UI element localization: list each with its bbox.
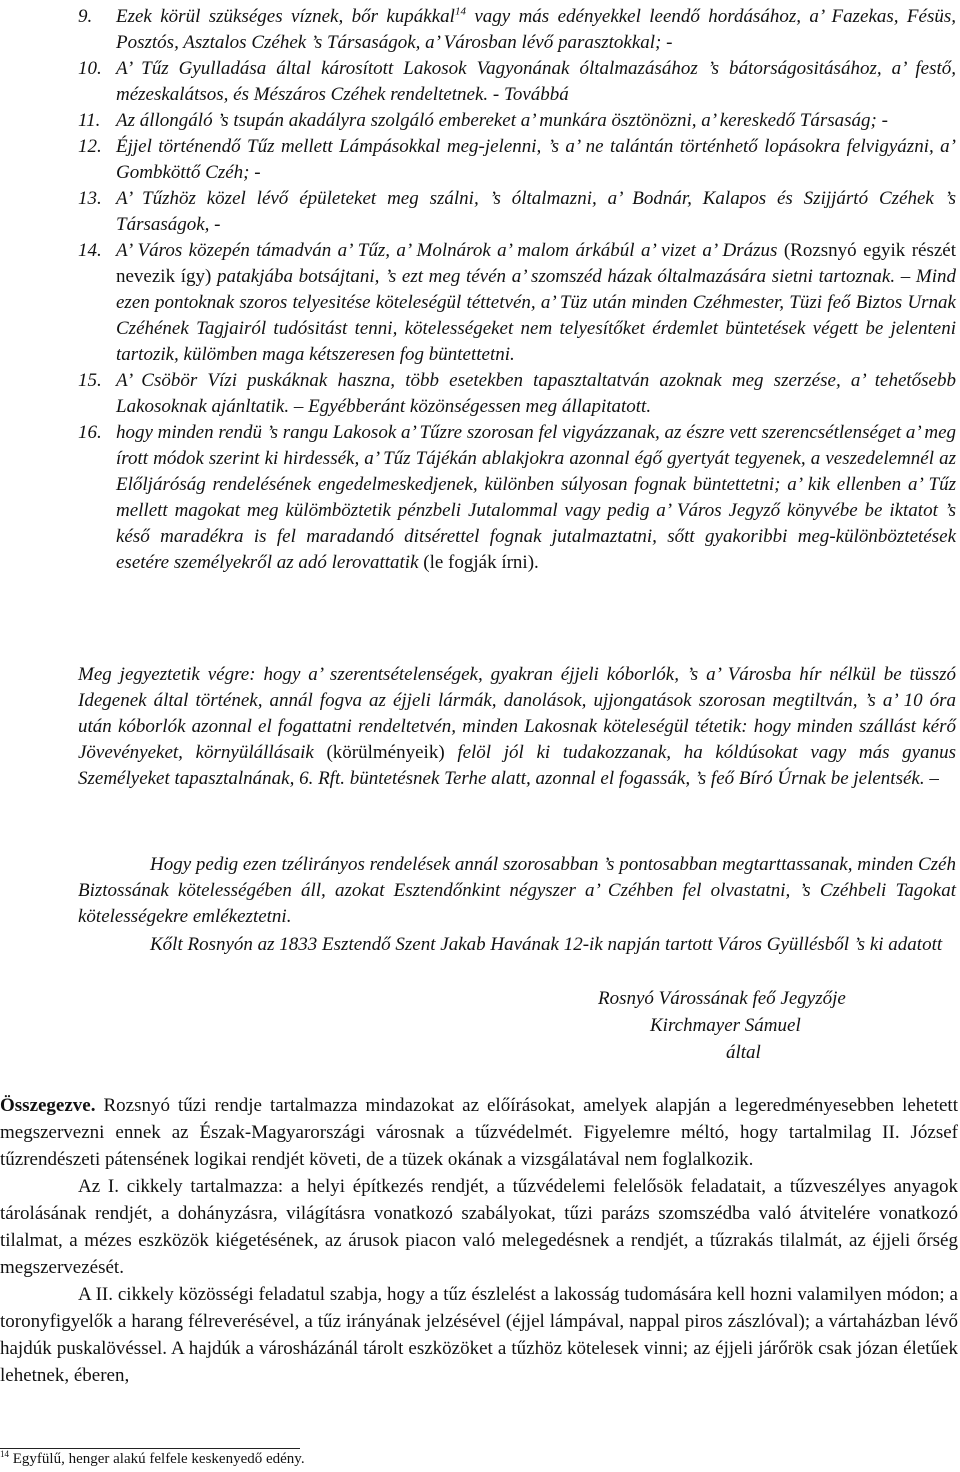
summary-section <box>0 1092 958 1389</box>
summary-paragraph: Az I. cikkely tartalmazza: a helyi építkezés rendjét, a tűzvédelemi felelősök feladatait, a tűzveszélyes anyagok tárolásának rendjét, a dohányzásra, világításra vonatkozó szabályokat, tűzi parázs szomszédba való átvitelére vonatkozó tilalmat, a mézes eszközök kiégetésének, az árusok piacon való melegedésnek a rendjét, a tűzrakás tilalmát, az éjjeli őrség megszervezését. <box>0 1176 958 1278</box>
footnote-ref: 14 <box>454 5 466 18</box>
note-paragraph: Meg jegyeztetik végre: hogy a’ szerentsételenségek, gyakran éjjeli kóborlók, ’s a’ Városba hír nélkül be tüsszó Idegenek által történek, annál fogva az éjjeli lármák, danolások, ujjongatások szorosan megtiltván, ’s a’ 10 óra után kóborlók azonnal el fogattatni rendeltetvén, minden Lakosnak köteleségül tétetik: hogy minden szállást kérő Jövevényeket, környülállásaik (körülményeik) felöl jól ki tudakozzanak, ha kóldúsokat vagy más gyanus Személyeket tapasztalnának, 6. Rft. büntetésnek Terhe alatt, azonnal el fogassák, ’s feő Bíró Úrnak be jelentsék. – <box>78 664 956 789</box>
item-number: 11. <box>78 110 101 131</box>
item-number: 14. <box>78 240 102 261</box>
dated-line: Kőlt Rosnyón az 1833 Esztendő Szent Jakab Havának 12-ik napján tartott Város Gyüllésből ’s ki adatott <box>150 934 943 955</box>
numbered-list <box>78 4 956 576</box>
item-number: 9. <box>78 6 93 27</box>
list-item: 15. A’ Csöbör Vízi puskáknak haszna, több esetekben tapasztaltatván azoknak meg szerzése, a’ tehetősebb Lakosoknak ajánltatik. – Egyébberánt közönségessen meg állapitatott. <box>78 370 956 417</box>
summary-paragraph: A II. cikkely közösségi feladatul szabja, hogy a tűz észlelést a lakosság tudomására kell hozni valamilyen módon; a toronyfigyelők a harang félreverésével, a tűz irányának jelzésével (éjjel lámpával, nappal piros zászlóval); a vártaházban lévő hajdúk puskalövéssel. A hajdúk a városházánál tárolt eszközöket a tűzhöz kötelesek vinni; az éjjeli járőrök csak józan életűek lehetnek, éberen, <box>0 1284 958 1386</box>
footnote <box>0 1449 305 1469</box>
upright-note: (körülményeik) <box>326 742 445 763</box>
signature-title: Rosnyó Várossának feő Jegyzője <box>598 988 846 1009</box>
item-number: 10. <box>78 58 102 79</box>
list-item: 12. Éjjel történendő Tűz mellett Lámpásokkal meg-jelenni, ’s a’ ne talántán történhető lopásokra felvigyázni, a’ Gombköttő Czéh; - <box>78 136 956 183</box>
summary-heading: Összegezve. <box>0 1095 96 1116</box>
signature-name: Kirchmayer Sámuel <box>650 1015 801 1036</box>
item-number: 12. <box>78 136 102 157</box>
closing-paragraph: Hogy pedig ezen tzélirányos rendelések annál szorosabban ’s pontosabban megtarttassanak, minden Czéh Biztossának kötelességében áll, azokat Esztendőnkint négyszer a’ Czéhben fel olvastatni, ’s Czéhbeli Tagokat kötelességekre emlékeztetni. <box>78 854 956 927</box>
upright-note: (le fogják írni). <box>418 552 539 573</box>
signature-by: által <box>726 1042 761 1063</box>
footnote-mark: 14 <box>0 1449 9 1459</box>
list-item: 11. Az állongáló ’s tsupán akadályra szolgáló embereket a’ munkára ösztönözni, a’ kereskedő Társaság; - <box>78 108 956 134</box>
summary-paragraph: Összegezve. Rozsnyó tűzi rendje tartalmazza mindazokat az előírásokat, amelyek alapján a legeredményesebben lehetett megszervezni ennek az Észak-Magyarországi városnak a tűzvédelmét. Figyelemre méltó, hogy tartalmilag II. József tűzrendészeti pátensének logikai rendjét követi, de a tüzek okának a vizsgálatával nem foglalkozik. <box>0 1095 958 1170</box>
list-item: 13. A’ Tűzhöz közel lévő épületeket meg szálni, ’s óltalmazni, a’ Bodnár, Kalapos és Szijjártó Czéhek ’s Társaságok, - <box>78 188 956 235</box>
list-item: 16. hogy minden rendü ’s rangu Lakosok a’ Tűzre szorosan fel vigyázzanak, az észre vett szerencsétlenséget a’ meg írott módok szerint ki hirdessék, a’ Tűz Tájékán ablakjokra azonnal égő gyertyát tegyenek, a veszedelemnél az Előljáróság rendelésének engedelmeskedjenek, különben súlyosan fognak büntettetni; a’ kik ellenben a’ Tűz mellett magokat meg külömböztetik pénzbeli Jutalommal vagy pedig a’ Város Jegyző könyvébe be iktatot ’s késő maradékra is fel maradandó ditsérettel fognak jutalmaztatni, sőtt gyakoribbi meg-különböztetések esetére személyekről az adó lerovattatik (le fogják írni). <box>78 422 956 573</box>
footnote-text: Egyfülű, henger alakú felfele keskenyedő edény. <box>9 1451 305 1467</box>
upright-note: (Rozsnyó egyik részét nevezik így) <box>116 240 957 287</box>
list-item: 9. Ezek körül szükséges víznek, bőr kupákkal$^{14}$ vagy más edényekkel leendő hordásához, a’ Fazekas, Fésüs, Posztós, Asztalos Czéhek ’s Társaságok, a’ Városban lévő parasztokkal; - <box>78 5 956 53</box>
item-number: 13. <box>78 188 102 209</box>
item-number: 16. <box>78 422 102 443</box>
list-item: 14. A’ Város közepén támadván a’ Tűz, a’ Molnárok a’ malom árkábúl a’ vizet a’ Drázus (Rozsnyó egyik részét nevezik így) patakjába botsájtani, ’s ezt meg tévén a’ szomszéd házak óltalmazására sietni tartoznak. – Mind ezen pontoknak szoros telyesitése köteleségül téttetvén, a’ Tüz után minden Czéhmester, Tüzi feő Biztos Urnak Czéhének Tagjairól tudósitást tenni, kötelességeket nem telyesítőket érdemlet büntetések végett be jelenteni tartozik, külömben maga kétszeresen fog büntettetni. <box>78 240 957 365</box>
list-item: 10. A’ Tűz Gyulladása által károsított Lakosok Vagyonának óltalmazásához ’s bátorságositásához, a’ festő, mézeskalátsos, és Mészáros Czéhek rendeltetnek. - Továbbá <box>78 58 956 105</box>
signature-block <box>598 985 938 1066</box>
item-number: 15. <box>78 370 102 391</box>
